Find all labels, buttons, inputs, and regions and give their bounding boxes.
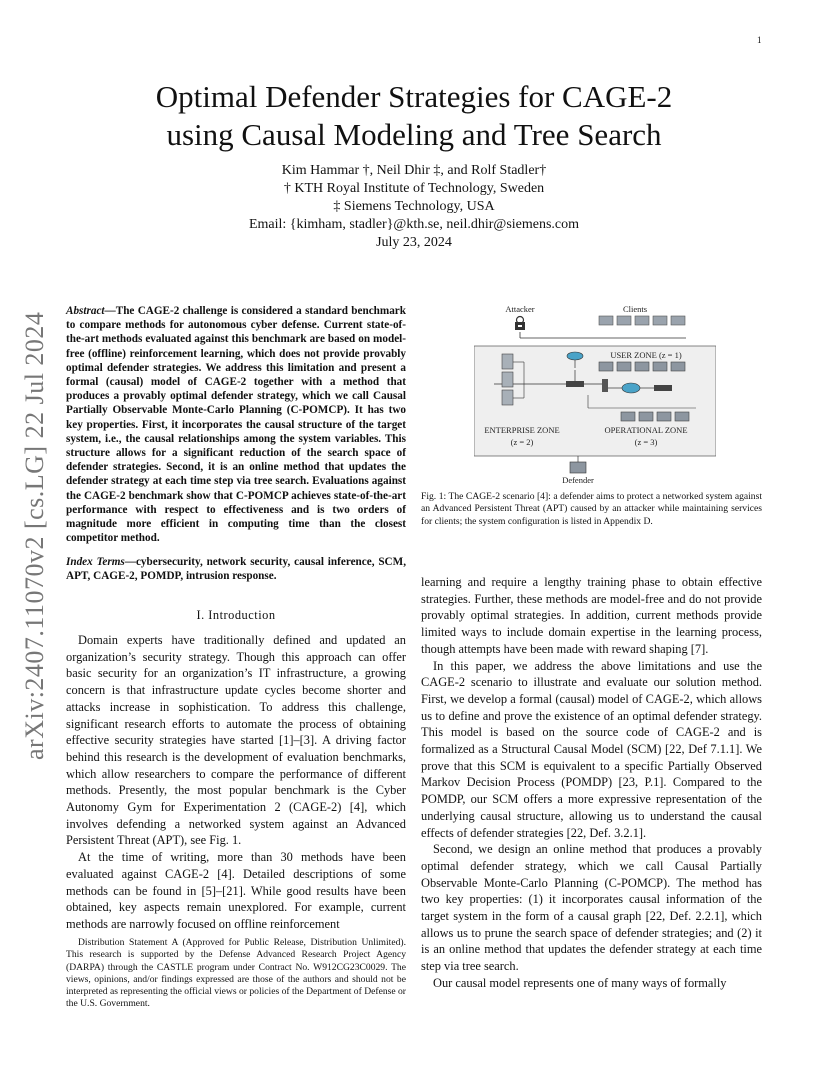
client-icons	[599, 316, 685, 325]
attacker-label: Attacker	[505, 304, 535, 314]
index-terms-text: —cybersecurity, network security, causal inference, SCM, APT, CAGE-2, POMDP, intrusion response.	[66, 556, 406, 583]
abstract	[66, 304, 406, 545]
author-names: Kim Hammar †, Neil Dhir ‡, and Rolf Stadler†	[281, 163, 547, 178]
right-paragraph-3: Second, we design an online method that produces a provably optimal defender strategy, which we call Causal Partially Observable Monte-Carlo Planning (C-POMCP). The method has two key properties: (1) it incorporates causal information of the target system in the form of a causal graph [22, Def. 2.2.1], which allows us to prune the search space of defender strategies; and (2) it is an online method that updates the defender strategy at each time step via tree search.	[421, 842, 762, 974]
affiliation-1: † KTH Royal Institute of Technology, Sweden	[283, 181, 545, 196]
footnote: Distribution Statement A (Approved for Public Release, Distribution Unlimited). This research is supported by the Defense Advanced Research Project Agency (DARPA) through the CASTLE program under Contract No. W912CG23C0029. The views, opinions, and/or findings expressed are those of the authors and should not be interpreted as representing the official views or policies of the Department of Defense or the U.S. Government.	[66, 937, 407, 1010]
operational-zone-index: (z = 3)	[634, 437, 658, 447]
title-line-1: Optimal Defender Strategies for CAGE-2	[155, 79, 673, 114]
author-block	[0, 162, 828, 252]
paper-date: July 23, 2024	[376, 235, 452, 250]
op-switch-icon	[654, 385, 672, 391]
paper-title	[0, 78, 828, 154]
section-heading: I. Introduction	[196, 608, 276, 622]
intro-paragraph-2: At the time of writing, more than 30 methods have been evaluated against CAGE-2 [4]. Detailed descriptions of some methods can be found in [5]–[21]. While good results have been obtained, key aspects remain unexplored. For example, current methods are narrowly focused on offline reinforcement	[66, 850, 406, 931]
author-emails: Email: {kimham, stadler}@kth.se, neil.dhir@siemens.com	[248, 217, 580, 232]
index-terms-label: Index Terms	[66, 556, 125, 568]
user-router-icon	[567, 352, 583, 360]
network-figure	[474, 300, 716, 486]
operational-zone-label: OPERATIONAL ZONE	[604, 425, 688, 435]
clients-label: Clients	[622, 304, 648, 314]
firewall-icon	[602, 379, 608, 392]
enterprise-servers	[502, 354, 513, 405]
abstract-label: Abstract	[66, 305, 105, 317]
right-paragraph-4: Our causal model represents one of many ways of formally	[433, 975, 727, 990]
intro-paragraph-1: Domain experts have traditionally defined and updated an organization’s security strategy. Though this approach can offer basic security for an organization’s IT infrastructure, a growing concern is that infrastructure update cycles become shorter and attacks increase in sophistication. To address this challenge, significant research efforts to automate the process of obtaining effective security strategies have started [1]–[3]. A driving factor behind this research is the development of evaluation benchmarks, which allow researchers to compare the performance of different methods. Presently, the most popular benchmark is the Cyber Autonomy Gym for Experimentation 2 (CAGE-2) [4], which involves defending a networked system against an Advanced Persistent Threat (APT), see Fig. 1.	[66, 633, 406, 848]
op-router-icon	[622, 383, 640, 393]
affiliation-2: ‡ Siemens Technology, USA	[333, 199, 495, 214]
user-zone-label: USER ZONE (z = 1)	[610, 350, 682, 360]
arxiv-stamp: arXiv:2407.11070v2 [cs.LG] 22 Jul 2024	[20, 311, 49, 760]
right-paragraph-1: learning and require a lengthy training phase to obtain effective strategies. Further, these methods are model-free and do not provide provably optimal strategies. In addition, current methods provide limited ways to include domain expertise in the learning process, though attempts have been made with reward shaping [7].	[421, 575, 762, 656]
arxiv-stamp-wrap	[20, 300, 50, 760]
switch-icon	[566, 381, 584, 387]
right-paragraph-2: In this paper, we address the above limitations and use the CAGE-2 scenario to illustrate and evaluate our solution method. First, we develop a formal (causal) model of CAGE-2, which allows us to define and prove the existence of an optimal defender strategy. This model is based on the source code of CAGE-2 and is formalized as a Structural Causal Model (SCM) [22, Def 7.1.1]. We prove that this SCM is equivalent to a specific Partially Observed Markov Decision Process (POMDP) [23, P.1]. Compared to the POMDP, our SCM offers a more expressive representation of the underlying causal structure, allowing us to understand the causal effects of defender strategies [22, Def. 3.2.1].	[421, 658, 762, 840]
index-terms	[66, 555, 406, 583]
title-line-2: using Causal Modeling and Tree Search	[166, 117, 662, 152]
right-column-text	[421, 574, 762, 992]
defender-label: Defender	[562, 475, 594, 485]
user-zone-hosts	[599, 362, 685, 371]
page-number: 1	[757, 35, 762, 45]
defender-icon	[570, 462, 586, 473]
enterprise-zone-label: ENTERPRISE ZONE	[484, 425, 560, 435]
enterprise-zone-index: (z = 2)	[510, 437, 534, 447]
intro-text	[66, 632, 406, 933]
attacker-icon	[515, 317, 525, 331]
abstract-text: —The CAGE-2 challenge is considered a standard benchmark to compare methods for autonomous cyber defense. Current state-of-the-art methods evaluated against this benchmark are based on model-free (offline) reinforcement learning, which does not provide provably optimal defender strategies. We address this limitation and present a formal (causal) model of CAGE-2 together with a method that produces a provably optimal defender strategy, which we call Causal Partially Observable Monte-Carlo Planning (C-POMCP). It has two key properties. First, it incorporates the causal structure of the target system, i.e., the causal relationships among the system variables. This structure allows for a significant reduction of the search space of defender strategies. Second, it is an online method that updates the defender strategy at each time step via tree search. Evaluations against the CAGE-2 benchmark show that C-POMCP achieves state-of-the-art performance with respect to effectiveness and is two orders of magnitude more efficient in computing time than the closest competitor method.	[66, 305, 406, 545]
figure-caption: Fig. 1: The CAGE-2 scenario [4]: a defender aims to protect a networked system against an Advanced Persistent Threat (APT) caused by an attacker while maintaining services for clients; the system configuration is listed in Appendix D.	[421, 491, 762, 527]
